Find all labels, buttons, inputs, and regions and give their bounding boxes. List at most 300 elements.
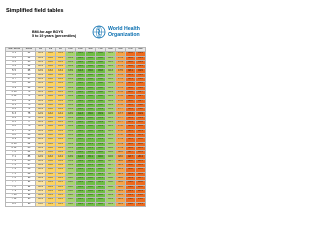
table-cell: 19.8 (136, 103, 146, 107)
table-cell: 17.7 (116, 108, 126, 112)
table-cell: 14.3 (76, 78, 86, 82)
table-cell: 14.3 (76, 108, 86, 112)
table-cell: 16.0 (96, 164, 106, 168)
table-cell: 19.2 (126, 198, 136, 202)
table-cell: 5: 11 (6, 95, 23, 99)
table-cell: 16.5 (106, 129, 116, 133)
column-header: 97th (126, 48, 136, 52)
table-cell: 19.7 (136, 90, 146, 94)
table-cell: 77 (23, 121, 36, 125)
table-cell: 13.4 (56, 52, 66, 56)
table-cell: 15.2 (86, 176, 96, 180)
table-cell: 13.9 (66, 146, 76, 150)
table-cell: 13.4 (56, 78, 66, 82)
table-cell: 81 (23, 138, 36, 142)
table-cell: 13.9 (66, 133, 76, 137)
table-cell: 18.9 (126, 176, 136, 180)
table-cell: 16.1 (96, 189, 106, 193)
table-cell: 16.7 (106, 159, 116, 163)
table-cell: 15.8 (96, 86, 106, 90)
column-header: 75th (96, 48, 106, 52)
table-cell: 5: 6 (6, 73, 23, 77)
column-header: 95th (116, 48, 126, 52)
table-cell: 7: 4 (6, 168, 23, 172)
table-cell: 13.5 (56, 202, 66, 206)
table-cell: 65 (23, 69, 36, 73)
table-cell: 13.9 (66, 95, 76, 99)
column-header: 85th (106, 48, 116, 52)
table-cell: 15.2 (86, 172, 96, 176)
table-cell: 19.4 (136, 60, 146, 64)
table-cell: 14.4 (76, 164, 86, 168)
table-cell: 89 (23, 172, 36, 176)
table-cell: 14.4 (76, 189, 86, 193)
table-cell: 18.1 (116, 172, 126, 176)
table-cell: 12.9 (36, 125, 46, 129)
table-cell: 85 (23, 155, 36, 159)
table-cell: 15.0 (86, 108, 96, 112)
table-cell: 16.2 (96, 194, 106, 198)
table-cell: 16.0 (96, 168, 106, 172)
table-cell: 64 (23, 65, 36, 69)
table-cell: 13.4 (56, 86, 66, 90)
table-cell: 14.3 (76, 112, 86, 116)
table-cell: 21.0 (136, 198, 146, 202)
table-cell: 17.9 (116, 138, 126, 142)
table-body (6, 52, 146, 207)
table-cell: 18.2 (116, 185, 126, 189)
table-cell: 15.2 (86, 185, 96, 189)
table-cell: 15.8 (96, 95, 106, 99)
table-cell: 13.2 (46, 69, 56, 73)
table-cell: 13.9 (66, 56, 76, 60)
table-cell: 13.9 (66, 65, 76, 69)
table-cell: 18.0 (126, 65, 136, 69)
table-cell: 12.9 (36, 86, 46, 90)
table-cell: 13.4 (56, 142, 66, 146)
table-cell: 20.5 (136, 159, 146, 163)
table-cell: 18.1 (126, 73, 136, 77)
table-cell: 13.2 (46, 176, 56, 180)
table-cell: 14.4 (76, 159, 86, 163)
table-cell: 12.9 (36, 181, 46, 185)
table-cell: 20.6 (136, 172, 146, 176)
table-cell: 18.8 (126, 168, 136, 172)
table-cell: 13.2 (46, 146, 56, 150)
table-cell: 82 (23, 142, 36, 146)
table-cell: 6: 2 (6, 108, 23, 112)
table-cell: 7: 5 (6, 172, 23, 176)
table-cell: 18.4 (126, 116, 136, 120)
table-cell: 15.0 (86, 90, 96, 94)
table-cell: 19.6 (136, 86, 146, 90)
table-cell: 14.3 (76, 151, 86, 155)
table-cell: 18.3 (126, 108, 136, 112)
table-cell: 12.9 (36, 103, 46, 107)
table-cell: 17.4 (116, 52, 126, 56)
table-cell: 16.5 (106, 116, 116, 120)
table-cell: 20.9 (136, 189, 146, 193)
table-cell: 13.3 (46, 198, 56, 202)
table-cell: 13.9 (66, 159, 76, 163)
table-cell: 16.1 (96, 172, 106, 176)
table-cell: 16.1 (96, 181, 106, 185)
table-cell: 18.1 (116, 164, 126, 168)
table-cell: 14.0 (66, 202, 76, 206)
table-cell: 17.5 (116, 82, 126, 86)
table-cell: 13.4 (56, 99, 66, 103)
table-cell: 13.2 (46, 164, 56, 168)
table-cell: 14.3 (76, 99, 86, 103)
table-cell: 16.7 (106, 164, 116, 168)
table-cell: 12.9 (36, 194, 46, 198)
table-cell: 13.3 (46, 181, 56, 185)
table-cell: 79 (23, 129, 36, 133)
table-cell: 13.4 (56, 133, 66, 137)
table-cell: 15.9 (96, 142, 106, 146)
table-cell: 16.3 (106, 73, 116, 77)
table-cell: 15.9 (96, 112, 106, 116)
table-cell: 13.4 (56, 56, 66, 60)
column-header: Month (23, 48, 36, 52)
table-cell: 18.5 (126, 133, 136, 137)
table-cell: 16.1 (96, 176, 106, 180)
table-cell: 6: 5 (6, 121, 23, 125)
table-cell: 13.5 (56, 189, 66, 193)
table-cell: 12.9 (36, 56, 46, 60)
table-cell: 13.9 (66, 151, 76, 155)
table-cell: 15.0 (86, 112, 96, 116)
table-cell: 13.4 (56, 69, 66, 73)
table-cell: 13.2 (46, 108, 56, 112)
table-cell: 14.0 (66, 198, 76, 202)
table-cell: 15.0 (86, 78, 96, 82)
table-cell: 13.2 (46, 129, 56, 133)
table-cell: 12.9 (36, 151, 46, 155)
table-cell: 15.8 (96, 73, 106, 77)
table-cell: 18.0 (126, 52, 136, 56)
table-cell: 13.9 (66, 69, 76, 73)
table-cell: 13.2 (46, 73, 56, 77)
table-cell: 15.1 (86, 138, 96, 142)
table-cell: 16.6 (106, 151, 116, 155)
table-cell: 14.0 (66, 181, 76, 185)
table-cell: 13.9 (66, 82, 76, 86)
table-cell: 63 (23, 60, 36, 64)
table-cell: 14.3 (76, 60, 86, 64)
table-cell: 15.2 (86, 181, 96, 185)
table-cell: 12.9 (36, 52, 46, 56)
table-cell: 16.3 (106, 56, 116, 60)
table-cell: 75 (23, 112, 36, 116)
table-cell: 16.5 (106, 121, 116, 125)
table-cell: 62 (23, 56, 36, 60)
table-cell: 12.9 (36, 121, 46, 125)
table-cell: 15.0 (86, 99, 96, 103)
table-cell: 19.0 (126, 181, 136, 185)
table-cell: 17.6 (116, 103, 126, 107)
table-cell: 15.2 (86, 194, 96, 198)
table-cell: 21.1 (136, 202, 146, 206)
table-cell: 19.2 (126, 202, 136, 206)
table-cell: 18.8 (126, 164, 136, 168)
table-cell: 16.0 (96, 155, 106, 159)
table-cell: 13.4 (56, 146, 66, 150)
table-cell: 90 (23, 176, 36, 180)
table-cell: 13.2 (46, 159, 56, 163)
table-cell: 20.0 (136, 121, 146, 125)
table-cell: 18.2 (126, 95, 136, 99)
table-cell: 18.3 (126, 112, 136, 116)
table-cell: 14.4 (76, 168, 86, 172)
table-cell: 14.3 (76, 69, 86, 73)
table-cell: 14.3 (76, 146, 86, 150)
table-cell: 12.9 (36, 142, 46, 146)
table-cell: 13.9 (66, 138, 76, 142)
table-cell: 15.8 (96, 65, 106, 69)
table-cell: 16.9 (106, 198, 116, 202)
table-cell: 13.9 (66, 86, 76, 90)
table-cell: 13.5 (56, 176, 66, 180)
table-cell: 16.0 (96, 146, 106, 150)
table-cell: 13.9 (66, 52, 76, 56)
table-cell: 20.2 (136, 138, 146, 142)
table-cell: 16.0 (96, 151, 106, 155)
table-cell: 18.2 (116, 176, 126, 180)
table-cell: 5: 2 (6, 56, 23, 60)
table-cell: 13.9 (66, 155, 76, 159)
table-cell: 19.6 (136, 78, 146, 82)
table-cell: 7: 2 (6, 159, 23, 163)
table-cell: 15.9 (96, 121, 106, 125)
table-cell: 67 (23, 78, 36, 82)
table-cell: 12.9 (36, 146, 46, 150)
table-cell: 13.9 (66, 90, 76, 94)
table-cell: 15.1 (86, 155, 96, 159)
table-cell: 13.2 (46, 168, 56, 172)
table-cell: 13.9 (66, 121, 76, 125)
table-cell: 17.8 (116, 129, 126, 133)
table-cell: 16.3 (106, 52, 116, 56)
table-cell: 13.9 (66, 60, 76, 64)
table-cell: 16.3 (106, 69, 116, 73)
table-cell: 15.8 (96, 90, 106, 94)
table-cell: 19.0 (126, 185, 136, 189)
table-cell: 14.3 (76, 155, 86, 159)
table-cell: 17.4 (116, 56, 126, 60)
table-cell: 18.7 (126, 151, 136, 155)
table-cell: 13.9 (66, 142, 76, 146)
table-cell: 19.5 (136, 73, 146, 77)
table-cell: 17.7 (116, 112, 126, 116)
table-cell: 17.7 (116, 121, 126, 125)
table-cell: 15.0 (86, 95, 96, 99)
table-cell: 13.2 (46, 78, 56, 82)
table-cell: 15.9 (96, 138, 106, 142)
table-cell: 13.2 (46, 133, 56, 137)
table-cell: 5: 4 (6, 65, 23, 69)
table-cell: 17.5 (116, 78, 126, 82)
table-cell: 19.1 (126, 194, 136, 198)
table-cell: 14.3 (76, 90, 86, 94)
table-cell: 73 (23, 103, 36, 107)
table-cell: 17.5 (116, 86, 126, 90)
table-cell: 12.9 (36, 108, 46, 112)
table-cell: 13.2 (46, 86, 56, 90)
table-heading (32, 30, 76, 38)
table-cell: 18.2 (126, 90, 136, 94)
table-cell: 18.6 (126, 142, 136, 146)
table-cell: 13.4 (56, 164, 66, 168)
table-cell: 17.9 (116, 142, 126, 146)
table-cell: 15.0 (86, 116, 96, 120)
table-cell: 7: 8 (6, 185, 23, 189)
table-cell: 12.9 (36, 82, 46, 86)
table-cell: 20.3 (136, 146, 146, 150)
column-header: 3rd (46, 48, 56, 52)
table-cell: 17.5 (116, 69, 126, 73)
column-header: 5th (56, 48, 66, 52)
table-cell: 20.2 (136, 142, 146, 146)
table-cell: 13.9 (66, 78, 76, 82)
table-cell: 15.8 (96, 82, 106, 86)
table-cell: 15.0 (86, 125, 96, 129)
table-cell: 18.2 (126, 86, 136, 90)
table-cell: 12.9 (36, 60, 46, 64)
table-cell: 13.2 (46, 138, 56, 142)
table-cell: 15.1 (86, 146, 96, 150)
table-cell: 13.2 (46, 116, 56, 120)
table-cell: 13.9 (66, 73, 76, 77)
table-cell: 92 (23, 185, 36, 189)
table-cell: 5: 9 (6, 86, 23, 90)
table-cell: 14.4 (76, 176, 86, 180)
table-cell: 70 (23, 90, 36, 94)
who-wordmark-line-1: World Health (108, 26, 140, 32)
table-cell: 16.8 (106, 189, 116, 193)
page-title: Simplified field tables (6, 8, 64, 14)
table-cell: 6: 11 (6, 146, 23, 150)
table-cell: 14.4 (76, 172, 86, 176)
table-cell: 20.5 (136, 164, 146, 168)
table-cell: 15.9 (96, 129, 106, 133)
column-header: 1st (36, 48, 46, 52)
table-cell: 68 (23, 82, 36, 86)
table-cell: 19.7 (136, 95, 146, 99)
table-cell: 15.0 (86, 82, 96, 86)
table-cell: 12.9 (36, 129, 46, 133)
table-cell: 16.7 (106, 168, 116, 172)
table-cell: 19.5 (136, 65, 146, 69)
table-cell: 19.5 (136, 69, 146, 73)
table-cell: 17.7 (116, 116, 126, 120)
table-cell: 15.1 (86, 168, 96, 172)
table-cell: 15.8 (96, 103, 106, 107)
table-cell: 18.9 (126, 172, 136, 176)
table-cell: 13.4 (56, 129, 66, 133)
table-cell: 76 (23, 116, 36, 120)
table-cell: 6: 10 (6, 142, 23, 146)
heading-line-2: 5 to 19 years (percentiles) (32, 34, 77, 38)
table-cell: 14.3 (76, 133, 86, 137)
table-cell: 13.3 (46, 202, 56, 206)
table-cell: 12.9 (36, 78, 46, 82)
table-cell: 20.4 (136, 155, 146, 159)
table-cell: 13.9 (66, 108, 76, 112)
table-cell: 84 (23, 151, 36, 155)
table-cell: 6: 3 (6, 112, 23, 116)
table-cell: 12.9 (36, 164, 46, 168)
table-cell: 5: 8 (6, 82, 23, 86)
table-cell: 7: 3 (6, 164, 23, 168)
table-cell: 14.3 (76, 65, 86, 69)
table-cell: 13.9 (66, 129, 76, 133)
table-cell: 18.4 (116, 198, 126, 202)
column-header: 15th (66, 48, 76, 52)
table-cell: 17.6 (116, 90, 126, 94)
table-cell: 16.4 (106, 86, 116, 90)
table-cell: 15.2 (86, 189, 96, 193)
table-cell: 6: 6 (6, 125, 23, 129)
table-cell: 14.3 (76, 73, 86, 77)
table-cell: 12.9 (36, 198, 46, 202)
table-cell: 6: 9 (6, 138, 23, 142)
table-cell: 18.3 (126, 103, 136, 107)
table-cell: 12.9 (36, 155, 46, 159)
table-cell: 14.5 (76, 202, 86, 206)
table-cell: 6: 4 (6, 116, 23, 120)
table-cell: 13.2 (46, 56, 56, 60)
table-cell: 15.9 (96, 116, 106, 120)
table-cell: 13.2 (46, 95, 56, 99)
table-cell: 18.0 (126, 60, 136, 64)
table-cell: 93 (23, 189, 36, 193)
table-cell: 17.4 (116, 60, 126, 64)
table-cell: 14.0 (66, 172, 76, 176)
table-cell: 71 (23, 95, 36, 99)
table-cell: 13.4 (56, 73, 66, 77)
table-cell: 16.2 (96, 202, 106, 206)
table-cell: 91 (23, 181, 36, 185)
table-cell: 15.0 (86, 52, 96, 56)
who-emblem-icon (92, 25, 106, 39)
table-cell: 18.4 (126, 125, 136, 129)
table-cell: 20.8 (136, 185, 146, 189)
table-cell: 13.5 (56, 185, 66, 189)
who-wordmark-line-2: Organization (108, 31, 140, 38)
table-cell: 95 (23, 198, 36, 202)
table-cell: 16.1 (96, 185, 106, 189)
table-cell: 12.9 (36, 65, 46, 69)
table-cell: 14.3 (76, 125, 86, 129)
table-cell: 7: 9 (6, 189, 23, 193)
table-cell: 13.2 (46, 142, 56, 146)
table-cell: 13.9 (66, 125, 76, 129)
table-cell: 12.9 (36, 172, 46, 176)
table-cell: 13.9 (66, 168, 76, 172)
table-cell: 17.4 (116, 65, 126, 69)
table-cell: 7: 10 (6, 194, 23, 198)
table-cell: 14.3 (76, 86, 86, 90)
table-cell: 13.2 (46, 103, 56, 107)
table-cell: 14.4 (76, 185, 86, 189)
table-cell: 74 (23, 108, 36, 112)
table-cell: 12.9 (36, 73, 46, 77)
table-cell: 16.5 (106, 112, 116, 116)
table-cell: 72 (23, 99, 36, 103)
table-cell: 20.1 (136, 129, 146, 133)
table-cell: 14.3 (76, 121, 86, 125)
